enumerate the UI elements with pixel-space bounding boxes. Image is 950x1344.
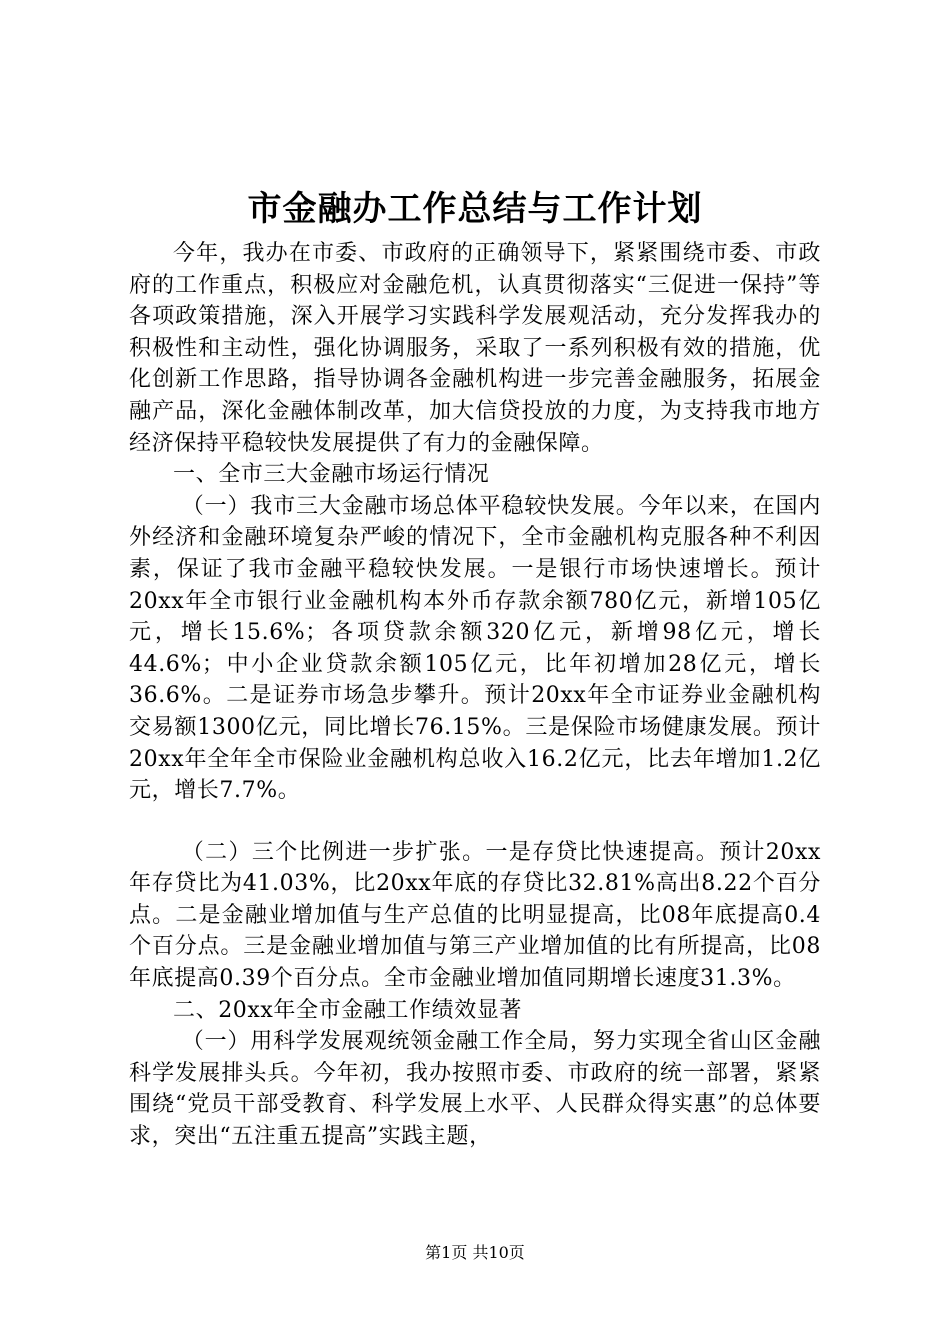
document-body — [129, 238, 821, 1153]
paragraph-spacer — [129, 807, 821, 837]
subsection-paragraph-2-1: （一）用科学发展观统领金融工作全局，努力实现全省山区金融科学发展排头兵。今年初，我办按照市委、市政府的统一部署，紧紧围绕“党员干部受教育、科学发展上水平、人民群众得实惠”的总体要求，突出“五注重五提高”实践主题， — [129, 1029, 821, 1150]
subsection-paragraph-1-1: （一）我市三大金融市场总体平稳较快发展。今年以来，在国内外经济和金融环境复杂严峻的情况下，全市金融机构克服各种不利因素，保证了我市金融平稳较快发展。一是银行市场快速增长。预计20xx年全市银行业金融机构本外币存款余额780亿元，新增105亿元，增长15.6%；各项贷款余额320亿元，新增98亿元，增长44.6%；中小企业贷款余额105亿元，比年初增加28亿元，增长36.6%。二是证券市场急步攀升。预计20xx年全市证券业金融机构交易额1300亿元，同比增长76.15%。三是保险市场健康发展。预计20xx年全年全市保险业金融机构总收入16.2亿元，比去年增加1.2亿元，增长7.7%。 — [129, 493, 821, 804]
subsection-paragraph-1-2: （二）三个比例进一步扩张。一是存贷比快速提高。预计20xx年存贷比为41.03%，比20xx年底的存贷比32.81%高出8.22个百分点。二是金融业增加值与生产总值的比明显提高，比08年底提高0.4个百分点。三是金融业增加值与第三产业增加值的比有所提高，比08年底提高0.39个百分点。全市金融业增加值同期增长速度31.3%。 — [129, 839, 821, 992]
document-title: 市金融办工作总结与工作计划 — [247, 189, 703, 229]
intro-paragraph: 今年，我办在市委、市政府的正确领导下，紧紧围绕市委、市政府的工作重点，积极应对金融危机，认真贯彻落实“三促进一保持”等各项政策措施，深入开展学习实践科学发展观活动，充分发挥我办的积极性和主动性，强化协调服务，采取了一系列积极有效的措施，优化创新工作思路，指导协调各金融机构进一步完善金融服务，拓展金融产品，深化金融体制改革，加大信贷投放的力度，为支持我市地方经济保持平稳较快发展提供了有力的金融保障。 — [129, 241, 821, 456]
page-footer: 第1页 共10页 — [425, 1243, 525, 1262]
section-heading-1: 一、全市三大金融市场运行情况 — [173, 462, 490, 488]
section-heading-2: 二、20xx年全市金融工作绩效显著 — [173, 997, 523, 1023]
